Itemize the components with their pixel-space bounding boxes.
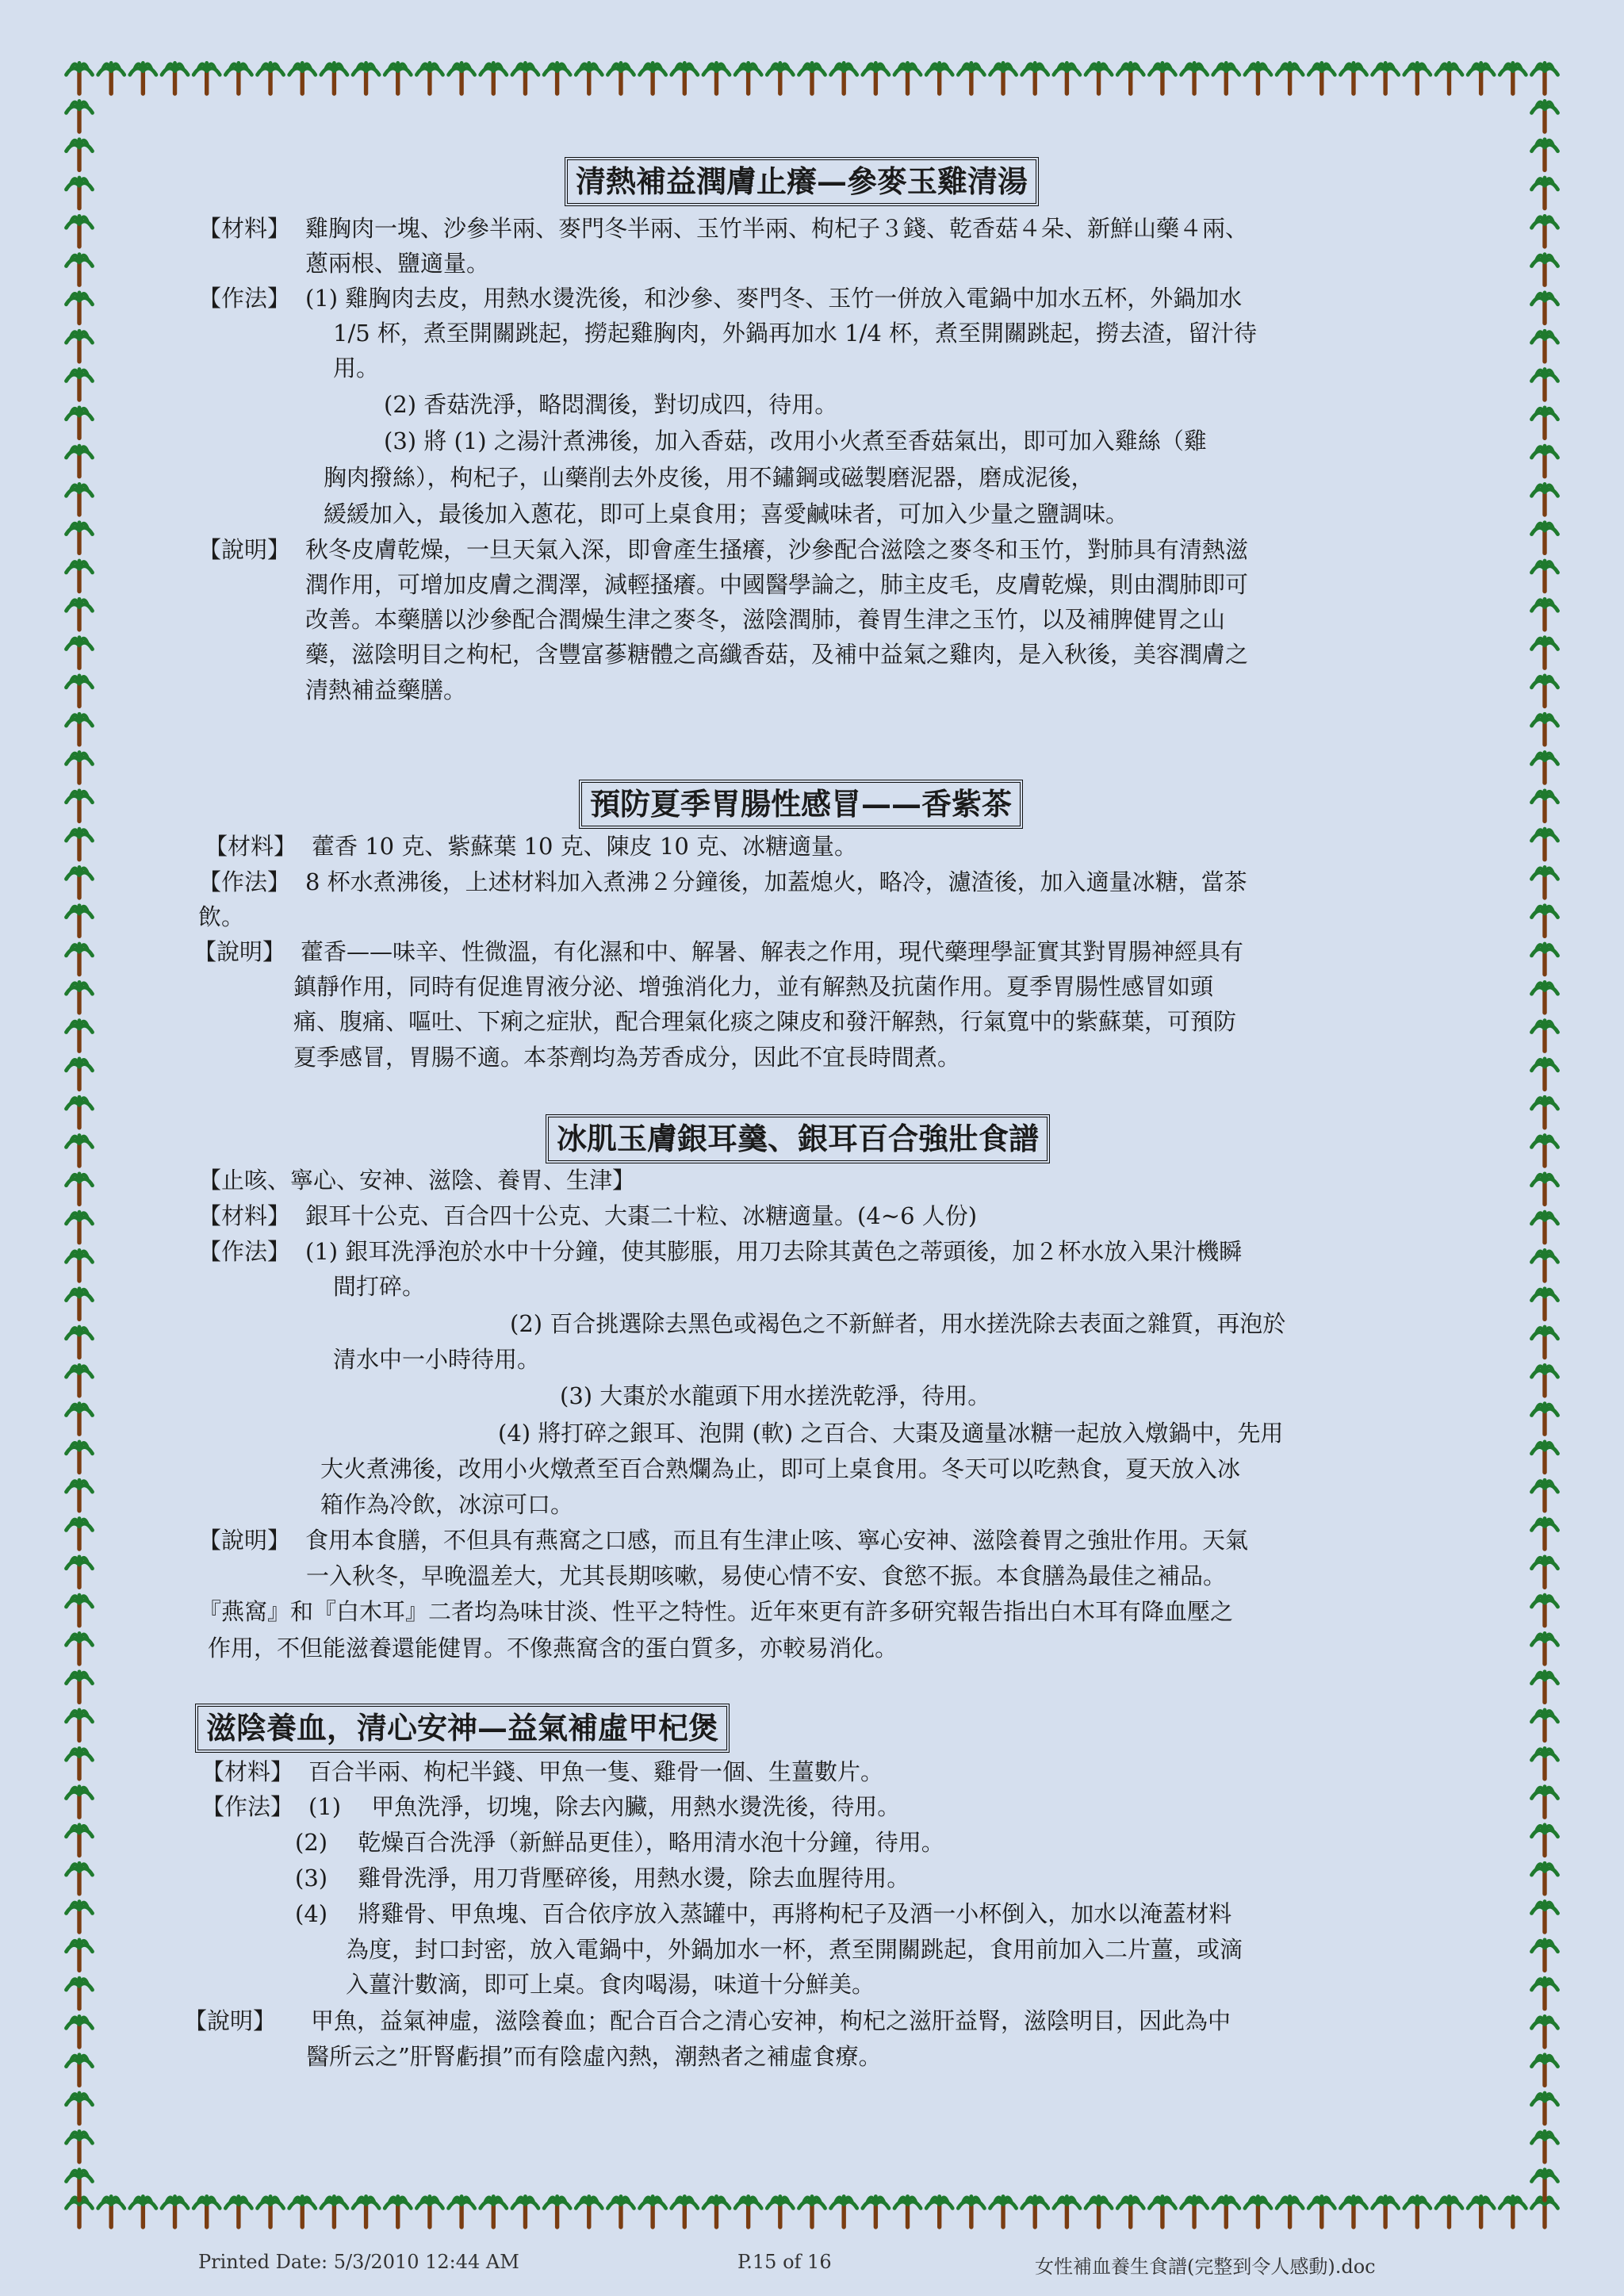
palm-tree-icon — [1532, 867, 1558, 898]
line-tag: 【作法】 — [201, 1793, 294, 1820]
palm-tree-icon — [416, 63, 442, 94]
palm-tree-icon — [1532, 1442, 1558, 1473]
palm-tree-icon — [1436, 63, 1462, 94]
palm-tree-icon — [1245, 2196, 1271, 2227]
palm-tree-icon — [1532, 1557, 1558, 1588]
section-4-line: (2) 乾燥百合洗淨（新鮮品更佳），略用清水泡十分鐘，待用。 — [295, 1829, 944, 1856]
section-1-line — [198, 532, 1248, 567]
palm-tree-icon — [1117, 63, 1143, 94]
line-tag: 【材料】 — [198, 1202, 291, 1229]
palm-tree-icon — [1532, 255, 1558, 286]
palm-tree-icon — [67, 791, 93, 822]
palm-tree-icon — [1054, 2196, 1080, 2227]
palm-tree-icon — [1532, 944, 1558, 975]
section-2-line: 夏季感冒，胃腸不適。本茶劑均為芳香成分，因此不宜長時間煮。 — [293, 1044, 961, 1071]
palm-tree-icon — [481, 2196, 507, 2227]
palm-tree-icon — [990, 2196, 1017, 2227]
palm-tree-icon — [1532, 1480, 1558, 1511]
line-tag: 【材料】 — [205, 833, 297, 860]
section-1-line: 藥，滋陰明目之枸杞，含豐富蔘糖體之高纖香菇，及補中益氣之雞肉，是入秋後，美容潤膚之 — [305, 641, 1249, 668]
section-3-line — [198, 1198, 977, 1233]
palm-tree-icon — [1532, 1174, 1558, 1205]
palm-tree-icon — [958, 63, 984, 94]
line-text: 甲魚，益氣神虛，滋陰養血；配合百合之清心安神，枸杞之滋肝益腎，滋陰明目，因此為中 — [311, 2007, 1231, 2034]
palm-tree-icon — [1532, 2131, 1558, 2162]
palm-tree-icon — [1532, 140, 1558, 171]
line-text: 藿香——味辛、性微溫，有化濕和中、解暑、解表之作用，現代藥理學証實其對胃腸神經具有 — [301, 938, 1244, 965]
palm-tree-icon — [67, 1442, 93, 1473]
palm-tree-icon — [67, 906, 93, 937]
line-tag: 【作法】 — [198, 868, 291, 895]
palm-tree-icon — [67, 1097, 93, 1128]
palm-tree-icon — [1340, 63, 1366, 94]
line-tag: 【說明】 — [198, 536, 291, 563]
section-3-line: 箱作為冷飲，冰涼可口。 — [320, 1491, 574, 1518]
section-1-line — [198, 281, 1242, 316]
palm-tree-icon — [1149, 63, 1175, 94]
section-4-line: 為度，封口封密，放入電鍋中，外鍋加水一杯，煮至開關跳起，食用前加入二片薑，或滴 — [346, 1936, 1243, 1963]
line-text: 秋冬皮膚乾燥，一旦天氣入深，即會產生搔癢，沙參配合滋陰之麥冬和玉竹，對肺具有清熱滋 — [305, 536, 1249, 563]
palm-tree-icon — [1532, 1710, 1558, 1741]
palm-tree-icon — [1468, 63, 1494, 94]
palm-tree-icon — [1532, 1289, 1558, 1320]
palm-tree-icon — [703, 2196, 730, 2227]
palm-tree-icon — [67, 370, 93, 401]
section-3-line: 作用，不但能滋養還能健胃。不像燕窩含的蛋白質多，亦較易消化。 — [208, 1635, 898, 1662]
palm-tree-icon — [1245, 63, 1271, 94]
palm-tree-icon — [1532, 1136, 1558, 1167]
palm-tree-icon — [1532, 1250, 1558, 1281]
line-tag: 【說明】 — [198, 1527, 291, 1554]
palm-tree-icon — [67, 293, 93, 324]
palm-tree-icon — [67, 1212, 93, 1243]
line-text: 8 杯水煮沸後，上述材料加入煮沸２分鐘後，加蓋熄火，略冷，濾渣後，加入適量冰糖，當茶 — [305, 868, 1247, 895]
palm-tree-icon — [67, 561, 93, 592]
palm-tree-icon — [1532, 2170, 1558, 2201]
section-3-line — [198, 1234, 1242, 1269]
line-text: (1) 雞胸肉去皮，用熱水燙洗後，和沙參、麥門冬、玉竹一併放入電鍋中加水五杯，外鍋加水 — [305, 285, 1243, 312]
palm-tree-icon — [926, 63, 952, 94]
palm-tree-icon — [607, 2196, 634, 2227]
palm-tree-icon — [1213, 2196, 1239, 2227]
palm-tree-icon — [67, 523, 93, 554]
palm-tree-icon — [385, 63, 411, 94]
section-1-line: 蔥兩根、鹽適量。 — [305, 250, 490, 277]
section-1-line: 胸肉撥絲），枸杞子，山藥削去外皮後，用不鏽鋼或磁製磨泥器，磨成泥後， — [324, 464, 1094, 491]
palm-tree-icon — [831, 2196, 857, 2227]
palm-tree-icon — [576, 63, 602, 94]
palm-tree-icon — [1532, 1021, 1558, 1052]
palm-tree-icon — [1532, 523, 1558, 554]
palm-tree-icon — [1532, 1978, 1558, 2009]
palm-tree-icon — [225, 2196, 251, 2227]
palm-tree-icon — [67, 484, 93, 515]
palm-tree-icon — [1532, 293, 1558, 324]
section-2-line: 鎮靜作用，同時有促進胃液分泌、增強消化力，並有解熱及抗菌作用。夏季胃腸性感冒如頭 — [293, 973, 1214, 1000]
palm-tree-icon — [1404, 2196, 1431, 2227]
palm-tree-icon — [799, 63, 825, 94]
section-4-line — [184, 2003, 1231, 2038]
palm-tree-icon — [67, 1825, 93, 1856]
palm-tree-icon — [1117, 2196, 1143, 2227]
palm-tree-icon — [1532, 2055, 1558, 2086]
palm-tree-icon — [894, 2196, 921, 2227]
palm-tree-icon — [1532, 331, 1558, 362]
section-1-line: 1/5 杯，煮至開關跳起，撈起雞胸肉，外鍋再加水 1/4 杯，煮至開關跳起，撈去渣，留汁待 — [333, 320, 1258, 347]
line-tag: 【材料】 — [198, 215, 291, 242]
section-2-line — [198, 864, 1247, 899]
palm-tree-icon — [1149, 2196, 1175, 2227]
palm-tree-icon — [1373, 2196, 1399, 2227]
palm-tree-icon — [1500, 2196, 1526, 2227]
palm-tree-icon — [799, 2196, 825, 2227]
palm-tree-icon — [67, 1404, 93, 1435]
section-3-line: (4) 將打碎之銀耳、泡開 (軟) 之百合、大棗及適量冰糖一起放入燉鍋中，先用 — [498, 1420, 1284, 1447]
palm-tree-icon — [1532, 829, 1558, 860]
palm-tree-icon — [1532, 676, 1558, 707]
section-3-line: 『燕窩』和『白木耳』二者均為味甘淡、性平之特性。近年來更有許多研究報告指出白木耳有降血壓之 — [198, 1598, 1234, 1625]
palm-tree-icon — [67, 638, 93, 669]
palm-tree-icon — [1532, 178, 1558, 209]
palm-tree-icon — [1532, 1748, 1558, 1779]
palm-tree-icon — [67, 982, 93, 1013]
line-text: (1) 銀耳洗淨泡於水中十分鐘，使其膨脹，用刀去除其黃色之蒂頭後，加２杯水放入果汁機瞬 — [305, 1238, 1243, 1265]
palm-tree-icon — [67, 2131, 93, 2162]
palm-tree-icon — [1022, 63, 1048, 94]
palm-tree-icon — [1308, 2196, 1335, 2227]
palm-tree-icon — [1277, 2196, 1303, 2227]
line-text: (1) 甲魚洗淨，切塊，除去內臟，用熱水燙洗後，待用。 — [308, 1793, 901, 1820]
palm-tree-icon — [1532, 599, 1558, 630]
palm-tree-icon — [1532, 1863, 1558, 1894]
palm-tree-icon — [67, 599, 93, 630]
palm-tree-icon — [353, 63, 379, 94]
section-3-line: (3) 大棗於水龍頭下用水搓洗乾淨，待用。 — [560, 1382, 991, 1409]
line-text: 藿香 10 克、紫蘇葉 10 克、陳皮 10 克、冰糖適量。 — [312, 833, 858, 860]
palm-tree-icon — [1532, 484, 1558, 515]
section-4-line: (4) 將雞骨、甲魚塊、百合依序放入蒸罐中，再將枸杞子及酒一小杯倒入，加水以淹蓋材料 — [295, 1900, 1232, 1927]
section-3-line: 大火煮沸後，改用小火燉煮至百合熟爛為止，即可上桌食用。冬天可以吃熱食，夏天放入冰 — [320, 1455, 1241, 1482]
section-3-line: (2) 百合挑選除去黑色或褐色之不新鮮者，用水搓洗除去表面之雜質，再泡於 — [510, 1310, 1286, 1337]
palm-tree-icon — [1086, 2196, 1112, 2227]
line-text: 雞胸肉一塊、沙參半兩、麥門冬半兩、玉竹半兩、枸杞子３錢、乾香菇４朵、新鮮山藥４兩、 — [305, 215, 1249, 242]
palm-tree-icon — [735, 2196, 761, 2227]
palm-tree-icon — [67, 255, 93, 286]
line-tag: 【材料】 — [201, 1758, 294, 1785]
palm-tree-icon — [416, 2196, 442, 2227]
palm-tree-icon — [1468, 2196, 1494, 2227]
palm-tree-icon — [67, 63, 93, 94]
palm-tree-icon — [67, 1978, 93, 2009]
palm-tree-icon — [1532, 906, 1558, 937]
palm-tree-icon — [1532, 2093, 1558, 2124]
palm-tree-icon — [640, 2196, 666, 2227]
palm-tree-icon — [67, 1902, 93, 1933]
section-1-line — [198, 211, 1248, 246]
palm-tree-icon — [1532, 2016, 1558, 2047]
palm-tree-icon — [1532, 1404, 1558, 1435]
palm-tree-icon — [67, 1174, 93, 1205]
palm-tree-icon — [512, 2196, 538, 2227]
palm-tree-icon — [289, 63, 316, 94]
line-tag: 【說明】 — [193, 938, 286, 965]
palm-tree-icon — [67, 101, 93, 132]
palm-tree-icon — [863, 63, 889, 94]
palm-tree-icon — [1277, 63, 1303, 94]
palm-tree-icon — [67, 1289, 93, 1320]
palm-tree-icon — [1373, 63, 1399, 94]
palm-tree-icon — [767, 2196, 793, 2227]
palm-tree-icon — [67, 1136, 93, 1167]
palm-tree-icon — [1182, 63, 1208, 94]
palm-tree-icon — [67, 1787, 93, 1818]
section-4-line: 醫所云之”肝腎虧損”而有陰虛內熱，潮熱者之補虛食療。 — [306, 2043, 882, 2070]
palm-tree-icon — [1213, 63, 1239, 94]
section-1-line: 用。 — [333, 355, 380, 381]
section-1-line: 清熱補益藥膳。 — [305, 677, 467, 703]
palm-tree-icon — [67, 331, 93, 362]
line-text: 銀耳十公克、百合四十公克、大棗二十粒、冰糖適量。(4~6 人份) — [305, 1202, 978, 1229]
palm-tree-icon — [1182, 2196, 1208, 2227]
palm-tree-icon — [831, 63, 857, 94]
palm-tree-icon — [1308, 63, 1335, 94]
palm-tree-icon — [512, 63, 538, 94]
palm-tree-icon — [67, 2170, 93, 2201]
section-title-1: 清熱補益潤膚止癢—參麥玉雞清湯 — [565, 157, 1039, 206]
palm-tree-icon — [1532, 101, 1558, 132]
palm-tree-icon — [321, 2196, 347, 2227]
line-tag: 【作法】 — [198, 1238, 291, 1265]
palm-tree-icon — [1532, 216, 1558, 247]
line-tag: 【說明】 — [184, 2007, 277, 2034]
section-3-line: 【止咳、寧心、安神、滋陰、養胃、生津】 — [198, 1167, 636, 1194]
palm-tree-icon — [67, 676, 93, 707]
palm-tree-icon — [607, 63, 634, 94]
palm-tree-icon — [67, 446, 93, 477]
line-tag: 【作法】 — [198, 285, 291, 312]
palm-tree-icon — [67, 1519, 93, 1550]
section-1-line: (3) 將 (1) 之湯汁煮沸後，加入香菇，改用小火煮至香菇氣出，即可加入雞絲（雞 — [384, 427, 1207, 454]
section-1-line: 緩緩加入，最後加入蔥花，即可上桌食用；喜愛鹹味者，可加入少量之鹽調味。 — [324, 500, 1129, 527]
section-title-4: 滋陰養血，清心安神—益氣補虛甲杞煲 — [195, 1704, 730, 1753]
palm-tree-icon — [67, 2093, 93, 2124]
palm-tree-icon — [1532, 63, 1558, 94]
palm-tree-icon — [1532, 1633, 1558, 1664]
section-1-line: 改善。本藥膳以沙參配合潤燥生津之麥冬，滋陰潤肺，養胃生津之玉竹，以及補脾健胃之山 — [305, 606, 1226, 633]
palm-tree-icon — [672, 63, 698, 94]
palm-tree-icon — [67, 178, 93, 209]
palm-tree-icon — [1022, 2196, 1048, 2227]
palm-tree-icon — [67, 867, 93, 898]
palm-tree-icon — [481, 63, 507, 94]
palm-tree-icon — [67, 1021, 93, 1052]
palm-tree-icon — [67, 140, 93, 171]
palm-tree-icon — [67, 1365, 93, 1396]
palm-tree-icon — [225, 63, 251, 94]
palm-tree-icon — [672, 2196, 698, 2227]
palm-tree-icon — [258, 63, 284, 94]
section-title-3: 冰肌玉膚銀耳羹、銀耳百合強壯食譜 — [546, 1114, 1050, 1163]
palm-tree-icon — [544, 63, 570, 94]
palm-tree-icon — [1532, 1212, 1558, 1243]
palm-tree-icon — [1532, 1595, 1558, 1626]
palm-tree-icon — [385, 2196, 411, 2227]
palm-tree-icon — [1054, 63, 1080, 94]
palm-tree-icon — [67, 1250, 93, 1281]
palm-tree-icon — [67, 1940, 93, 1971]
palm-tree-icon — [767, 63, 793, 94]
palm-tree-icon — [1532, 446, 1558, 477]
palm-tree-icon — [1532, 638, 1558, 669]
section-1-line: (2) 香菇洗淨，略悶潤後，對切成四，待用。 — [384, 391, 838, 418]
palm-tree-icon — [958, 2196, 984, 2227]
section-4-line: (3) 雞骨洗淨，用刀背壓碎後，用熱水燙，除去血腥待用。 — [295, 1865, 910, 1892]
section-1-line: 潤作用，可增加皮膚之潤澤，減輕搔癢。中國醫學論之，肺主皮毛，皮膚乾燥，則由潤肺即可 — [305, 571, 1249, 598]
palm-tree-icon — [67, 1059, 93, 1090]
palm-tree-icon — [640, 63, 666, 94]
palm-tree-icon — [576, 2196, 602, 2227]
palm-tree-icon — [544, 2196, 570, 2227]
section-2-line — [193, 934, 1243, 969]
palm-tree-icon — [67, 829, 93, 860]
palm-tree-icon — [1532, 1519, 1558, 1550]
palm-tree-icon — [1532, 1825, 1558, 1856]
palm-tree-icon — [1532, 1097, 1558, 1128]
palm-tree-icon — [98, 2196, 124, 2227]
palm-tree-icon — [67, 714, 93, 745]
palm-tree-icon — [1532, 1787, 1558, 1818]
palm-tree-icon — [926, 2196, 952, 2227]
line-text: 百合半兩、枸杞半錢、甲魚一隻、雞骨一個、生薑數片。 — [308, 1758, 884, 1785]
palm-tree-icon — [67, 2016, 93, 2047]
palm-tree-icon — [1532, 408, 1558, 439]
section-2-line: 飲。 — [198, 903, 245, 930]
palm-tree-icon — [67, 1327, 93, 1358]
footer-page-number: P.15 of 16 — [737, 2251, 832, 2273]
section-3-line — [198, 1523, 1248, 1558]
palm-tree-icon — [67, 1595, 93, 1626]
palm-tree-icon — [449, 63, 475, 94]
palm-tree-icon — [1532, 1902, 1558, 1933]
palm-tree-icon — [130, 2196, 156, 2227]
palm-tree-icon — [990, 63, 1017, 94]
palm-tree-icon — [67, 1633, 93, 1664]
palm-tree-icon — [1532, 1365, 1558, 1396]
palm-tree-icon — [67, 2055, 93, 2086]
section-title-2: 預防夏季胃腸性感冒——香紫茶 — [579, 780, 1023, 829]
footer-file-name: 女性補血養生食譜(完整到令人感動).doc — [1035, 2256, 1376, 2278]
section-4-line: 入薑汁數滴，即可上桌。食肉喝湯，味道十分鮮美。 — [346, 1971, 875, 1998]
palm-tree-icon — [735, 63, 761, 94]
section-3-line: 清水中一小時待用。 — [333, 1346, 541, 1373]
palm-tree-icon — [1532, 1940, 1558, 1971]
palm-tree-icon — [1532, 791, 1558, 822]
section-3-line: 間打碎。 — [333, 1273, 426, 1300]
palm-tree-icon — [130, 63, 156, 94]
palm-tree-icon — [1532, 714, 1558, 745]
palm-tree-icon — [193, 2196, 220, 2227]
palm-tree-icon — [162, 2196, 188, 2227]
palm-tree-icon — [1532, 753, 1558, 784]
palm-tree-icon — [1500, 63, 1526, 94]
palm-tree-icon — [1532, 561, 1558, 592]
palm-tree-icon — [1532, 1059, 1558, 1090]
palm-tree-icon — [289, 2196, 316, 2227]
palm-tree-icon — [162, 63, 188, 94]
palm-tree-icon — [321, 63, 347, 94]
palm-tree-icon — [67, 408, 93, 439]
section-2-line: 痛、腹痛、嘔吐、下痢之症狀，配合理氣化痰之陳皮和發汗解熱，行氣寬中的紫蘇葉，可預防 — [293, 1008, 1237, 1035]
line-text: 食用本食膳，不但具有燕窩之口感，而且有生津止咳、寧心安神、滋陰養胃之強壯作用。天氣 — [305, 1527, 1249, 1554]
palm-tree-icon — [67, 1480, 93, 1511]
palm-tree-icon — [1532, 1327, 1558, 1358]
palm-tree-icon — [1340, 2196, 1366, 2227]
palm-tree-icon — [67, 753, 93, 784]
palm-tree-icon — [98, 63, 124, 94]
palm-tree-icon — [703, 63, 730, 94]
palm-tree-icon — [1404, 63, 1431, 94]
palm-tree-icon — [67, 944, 93, 975]
palm-tree-icon — [1532, 370, 1558, 401]
palm-tree-icon — [67, 216, 93, 247]
palm-tree-icon — [1532, 1672, 1558, 1703]
palm-tree-icon — [67, 1672, 93, 1703]
footer-printed-date: Printed Date: 5/3/2010 12:44 AM — [198, 2251, 519, 2273]
palm-tree-icon — [67, 1557, 93, 1588]
section-3-line: 一入秋冬，早晚溫差大，尤其長期咳嗽，易使心情不安、食慾不振。本食膳為最佳之補品。 — [306, 1562, 1227, 1589]
palm-tree-icon — [1086, 63, 1112, 94]
section-4-line — [201, 1789, 900, 1824]
palm-tree-icon — [449, 2196, 475, 2227]
palm-tree-icon — [863, 2196, 889, 2227]
section-4-line — [201, 1754, 883, 1789]
palm-tree-icon — [193, 63, 220, 94]
palm-tree-icon — [67, 1863, 93, 1894]
palm-tree-icon — [1532, 982, 1558, 1013]
palm-tree-icon — [894, 63, 921, 94]
palm-tree-icon — [258, 2196, 284, 2227]
palm-tree-icon — [1436, 2196, 1462, 2227]
palm-tree-icon — [353, 2196, 379, 2227]
palm-tree-icon — [67, 1710, 93, 1741]
section-2-line — [205, 829, 857, 864]
palm-tree-icon — [67, 1748, 93, 1779]
